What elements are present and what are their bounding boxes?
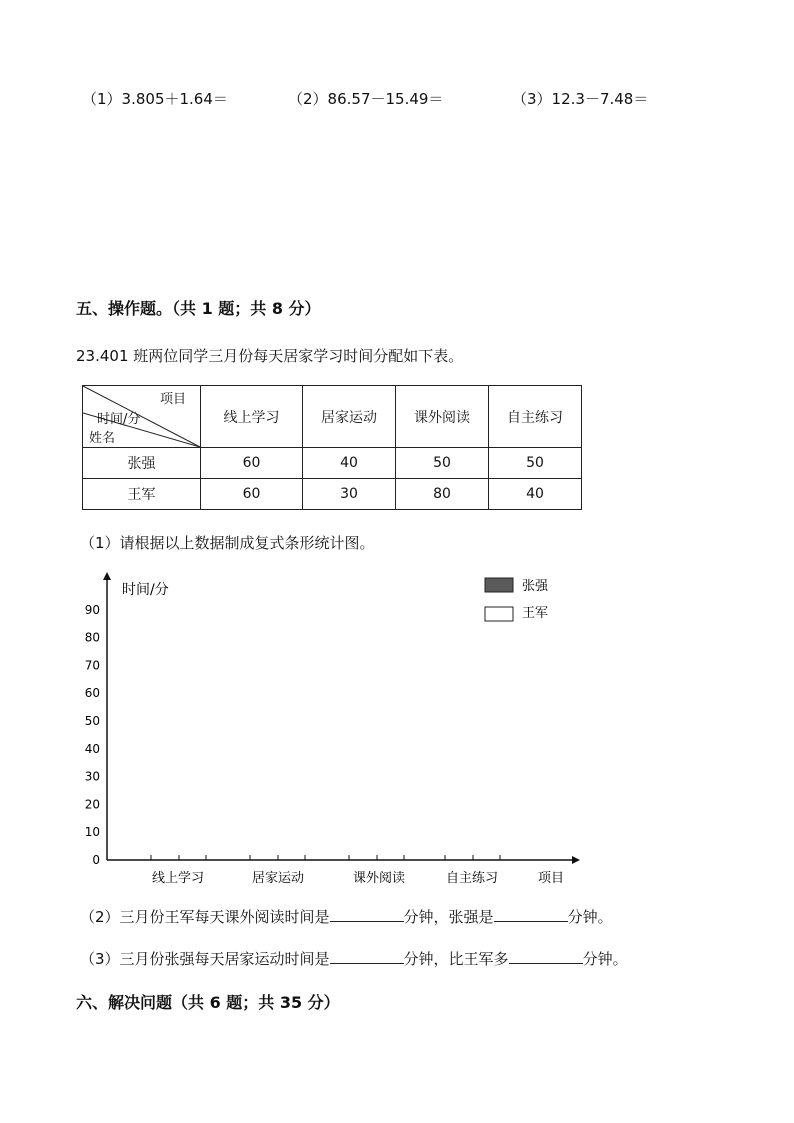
y-axis-arrow <box>103 572 111 580</box>
table-header: 自主练习 <box>489 386 582 448</box>
table-cell: 60 <box>201 479 303 510</box>
corner-label-time: 时间/分 <box>97 412 141 427</box>
sub-question-1: （1）请根据以上数据制成复式条形统计图。 <box>80 534 375 552</box>
y-tick-label: 50 <box>84 714 100 728</box>
sub-question-2 <box>80 906 613 927</box>
bar-chart <box>0 560 794 900</box>
y-tick-label: 20 <box>84 797 100 812</box>
x-category-label: 居家运动 <box>251 871 305 886</box>
sub3-text-b: 分钟，比王军多 <box>403 950 509 968</box>
sub-question-3 <box>80 948 628 969</box>
equation-2: （2）86.57－15.49＝ <box>288 90 444 108</box>
answer-blank[interactable] <box>330 907 404 922</box>
y-axis-label: 时间/分 <box>122 582 169 598</box>
legend-label-zhangqiang: 张强 <box>522 579 549 594</box>
legend-swatch-zhangqiang <box>485 578 513 592</box>
table-cell: 50 <box>489 448 582 479</box>
time-table <box>82 385 582 510</box>
table-corner-cell <box>83 386 201 448</box>
equation-3: （3）12.3－7.48＝ <box>512 90 649 108</box>
row-name: 张强 <box>83 448 201 479</box>
sub2-text-b: 分钟，张强是 <box>403 908 494 926</box>
row-name: 王军 <box>83 479 201 510</box>
x-category-label: 自主练习 <box>445 871 499 886</box>
y-tick-label: 60 <box>84 686 100 701</box>
sub3-text-a: （3）三月份张强每天居家运动时间是 <box>80 950 330 968</box>
x-category-label: 课外阅读 <box>352 871 406 886</box>
chart-legend <box>485 578 549 621</box>
answer-blank[interactable] <box>330 949 404 964</box>
sub2-text-c: 分钟。 <box>567 908 613 926</box>
x-axis-label: 项目 <box>538 871 565 886</box>
section-6-title: 六、解决问题（共 6 题；共 35 分） <box>76 993 340 1012</box>
y-tick-label: 0 <box>92 853 100 867</box>
equation-1: （1）3.805＋1.64＝ <box>82 90 228 108</box>
y-tick-label: 70 <box>84 658 100 673</box>
question-23-intro: 23.401 班两位同学三月份每天居家学习时间分配如下表。 <box>76 347 464 365</box>
x-category-labels <box>152 870 498 886</box>
x-category-label: 线上学习 <box>151 871 205 886</box>
y-tick-label: 90 <box>84 602 100 617</box>
answer-blank[interactable] <box>494 907 568 922</box>
table-cell: 40 <box>489 479 582 510</box>
table-cell: 40 <box>303 448 396 479</box>
y-tick-label: 80 <box>84 630 100 645</box>
corner-label-name: 姓名 <box>89 431 116 446</box>
table-row <box>83 479 582 510</box>
y-tick-labels <box>85 603 100 867</box>
answer-blank[interactable] <box>509 949 583 964</box>
table-header: 课外阅读 <box>396 386 489 448</box>
table-header: 线上学习 <box>201 386 303 448</box>
table-cell: 50 <box>396 448 489 479</box>
table-cell: 80 <box>396 479 489 510</box>
y-tick-label: 30 <box>84 769 100 784</box>
table-row <box>83 448 582 479</box>
sub3-text-c: 分钟。 <box>582 950 628 968</box>
legend-label-wangjun: 王军 <box>522 606 549 621</box>
corner-label-item: 项目 <box>159 392 186 407</box>
x-axis-arrow <box>572 856 580 864</box>
section-5-title: 五、操作题。（共 1 题；共 8 分） <box>76 299 321 318</box>
table-cell: 30 <box>303 479 396 510</box>
y-tick-label: 40 <box>84 741 100 756</box>
table-cell: 60 <box>201 448 303 479</box>
sub2-text-a: （2）三月份王军每天课外阅读时间是 <box>80 908 330 926</box>
table-header: 居家运动 <box>303 386 396 448</box>
legend-swatch-wangjun <box>485 607 513 621</box>
y-tick-label: 10 <box>84 825 100 840</box>
